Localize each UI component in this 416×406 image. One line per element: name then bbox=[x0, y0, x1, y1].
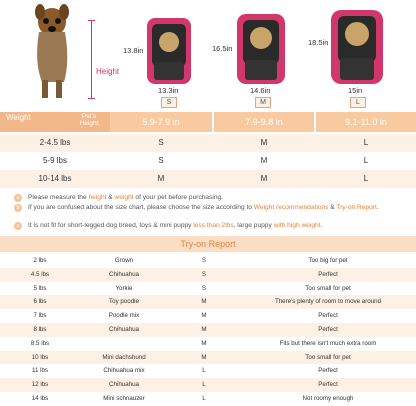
try-on-breed: Grown bbox=[114, 257, 134, 264]
try-on-row bbox=[0, 254, 416, 268]
try-on-size: L bbox=[202, 395, 206, 402]
try-on-row bbox=[0, 295, 416, 309]
try-on-weight: 2 lbs bbox=[33, 257, 47, 264]
try-on-weight: 6 lbs bbox=[33, 298, 47, 306]
height-line-bottom bbox=[88, 98, 95, 99]
row-weight: 10-14 lbs bbox=[38, 174, 72, 183]
note-b: If you are confused about the size chart, please choose the size according to Weight recommendations & Try-on Report. bbox=[28, 204, 379, 211]
try-on-row bbox=[0, 282, 416, 296]
try-on-result: Perfect bbox=[318, 326, 338, 333]
try-on-result: Too big for pet bbox=[308, 257, 348, 264]
try-on-breed: Toy poodle bbox=[109, 298, 139, 306]
try-on-row bbox=[0, 323, 416, 337]
try-on-row bbox=[0, 268, 416, 282]
backpack-m-image bbox=[234, 6, 288, 86]
product-dimensions-section bbox=[0, 0, 416, 112]
try-on-size: S bbox=[201, 257, 207, 264]
try-on-breed: Chihuahua mix bbox=[103, 367, 145, 375]
row-size: L bbox=[363, 156, 369, 165]
try-on-breed: Yorkie bbox=[115, 284, 133, 292]
try-on-result: There's plenty of room to move around bbox=[274, 298, 382, 306]
try-on-size: M bbox=[201, 312, 207, 320]
try-on-result: Not roomy enough bbox=[302, 395, 354, 402]
height-line-top bbox=[88, 20, 95, 21]
try-on-row bbox=[0, 351, 416, 365]
size-table-corner-header bbox=[0, 112, 110, 132]
bag-l-width: 15in bbox=[348, 86, 363, 95]
try-on-breed: Poodle mix bbox=[108, 312, 140, 320]
note-marker-a: a bbox=[14, 194, 22, 202]
pet-height-header: Pet's Height bbox=[79, 113, 99, 127]
row-size: L bbox=[363, 174, 369, 183]
try-on-result: Perfect bbox=[318, 381, 338, 389]
try-on-breed: Mini schnauzer bbox=[103, 395, 145, 402]
col-header-2: 7.9-9.8 in bbox=[214, 112, 314, 132]
note-marker-c: c bbox=[14, 222, 22, 230]
height-line bbox=[91, 20, 92, 98]
try-on-weight: 8 lbs bbox=[33, 326, 47, 333]
try-on-weight: 11 lbs bbox=[31, 367, 49, 375]
try-on-title: Try-on Report bbox=[0, 236, 416, 252]
try-on-breed: Mini dachshund bbox=[102, 353, 146, 361]
note-c: It is not fit for short-legged dog breed, toys & mini puppy less than 2lbs, large puppy with high weight. bbox=[28, 222, 323, 229]
try-on-row bbox=[0, 364, 416, 378]
try-on-weight: 7 lbs bbox=[33, 312, 47, 320]
bag-l-height: 18.5in bbox=[308, 38, 329, 47]
size-chart-table bbox=[0, 112, 416, 188]
bag-l-size-badge: L bbox=[350, 97, 366, 108]
row-size: M bbox=[260, 156, 268, 165]
try-on-result: Perfect bbox=[318, 312, 338, 320]
row-size: M bbox=[260, 174, 268, 183]
row-size: M bbox=[157, 174, 165, 183]
try-on-result: Too small for pet bbox=[305, 353, 351, 361]
table-row bbox=[0, 170, 416, 188]
row-size: M bbox=[260, 138, 268, 147]
table-row bbox=[0, 152, 416, 170]
col-header-1: 5.9-7.9 in bbox=[110, 112, 212, 132]
bag-m-height: 16.5in bbox=[212, 44, 233, 53]
try-on-breed: Chihuahua bbox=[109, 270, 139, 278]
try-on-size: M bbox=[201, 339, 207, 347]
row-size: S bbox=[158, 138, 164, 147]
try-on-size: S bbox=[201, 284, 207, 292]
try-on-weight: 14 lbs bbox=[31, 395, 49, 402]
try-on-weight: 5 lbs bbox=[33, 284, 47, 292]
try-on-size: L bbox=[202, 367, 206, 375]
bag-s-width: 13.3in bbox=[158, 86, 179, 95]
bag-m-width: 14.6in bbox=[250, 86, 271, 95]
try-on-size: L bbox=[202, 381, 206, 389]
try-on-result: Fits but there isn't much extra room bbox=[279, 339, 377, 347]
try-on-report bbox=[0, 236, 416, 406]
row-weight: 5-9 lbs bbox=[42, 156, 67, 165]
try-on-row bbox=[0, 309, 416, 323]
try-on-row bbox=[0, 337, 416, 351]
row-weight: 2-4.5 lbs bbox=[39, 138, 71, 147]
try-on-breed: Chihuahua bbox=[109, 326, 139, 333]
row-size: S bbox=[158, 156, 164, 165]
table-row bbox=[0, 134, 416, 152]
backpack-s-image bbox=[144, 12, 194, 86]
try-on-size: S bbox=[201, 270, 207, 278]
height-label: Height bbox=[96, 67, 120, 76]
try-on-row bbox=[0, 378, 416, 392]
try-on-size: M bbox=[201, 326, 207, 333]
try-on-breed bbox=[80, 337, 168, 351]
bag-m-size-badge: M bbox=[255, 97, 271, 108]
try-on-weight: 10 lbs bbox=[31, 353, 49, 361]
bag-s-size-badge: S bbox=[161, 97, 177, 108]
weight-header: Weight bbox=[6, 113, 31, 122]
try-on-size: M bbox=[201, 353, 207, 361]
note-a: Please measure the height & weight of your pet before purchasing. bbox=[28, 194, 224, 201]
try-on-breed: Chihuahua bbox=[109, 381, 139, 389]
try-on-result: Perfect bbox=[318, 270, 338, 278]
bag-s-height: 13.8in bbox=[123, 46, 144, 55]
try-on-size: M bbox=[201, 298, 207, 306]
try-on-result: Too small for pet bbox=[305, 284, 351, 292]
notes-section bbox=[0, 188, 416, 234]
backpack-l-image bbox=[328, 2, 386, 86]
try-on-weight: 8.5 lbs bbox=[30, 339, 50, 347]
dog-image bbox=[24, 2, 80, 102]
try-on-result: Perfect bbox=[318, 367, 338, 375]
note-marker-b: b bbox=[14, 204, 22, 212]
try-on-weight: 12 lbs bbox=[31, 381, 49, 389]
try-on-weight: 4.5 lbs bbox=[30, 270, 50, 278]
row-size: L bbox=[363, 138, 369, 147]
try-on-row bbox=[0, 392, 416, 406]
col-header-3: 9.1-11.0 in bbox=[316, 112, 416, 132]
